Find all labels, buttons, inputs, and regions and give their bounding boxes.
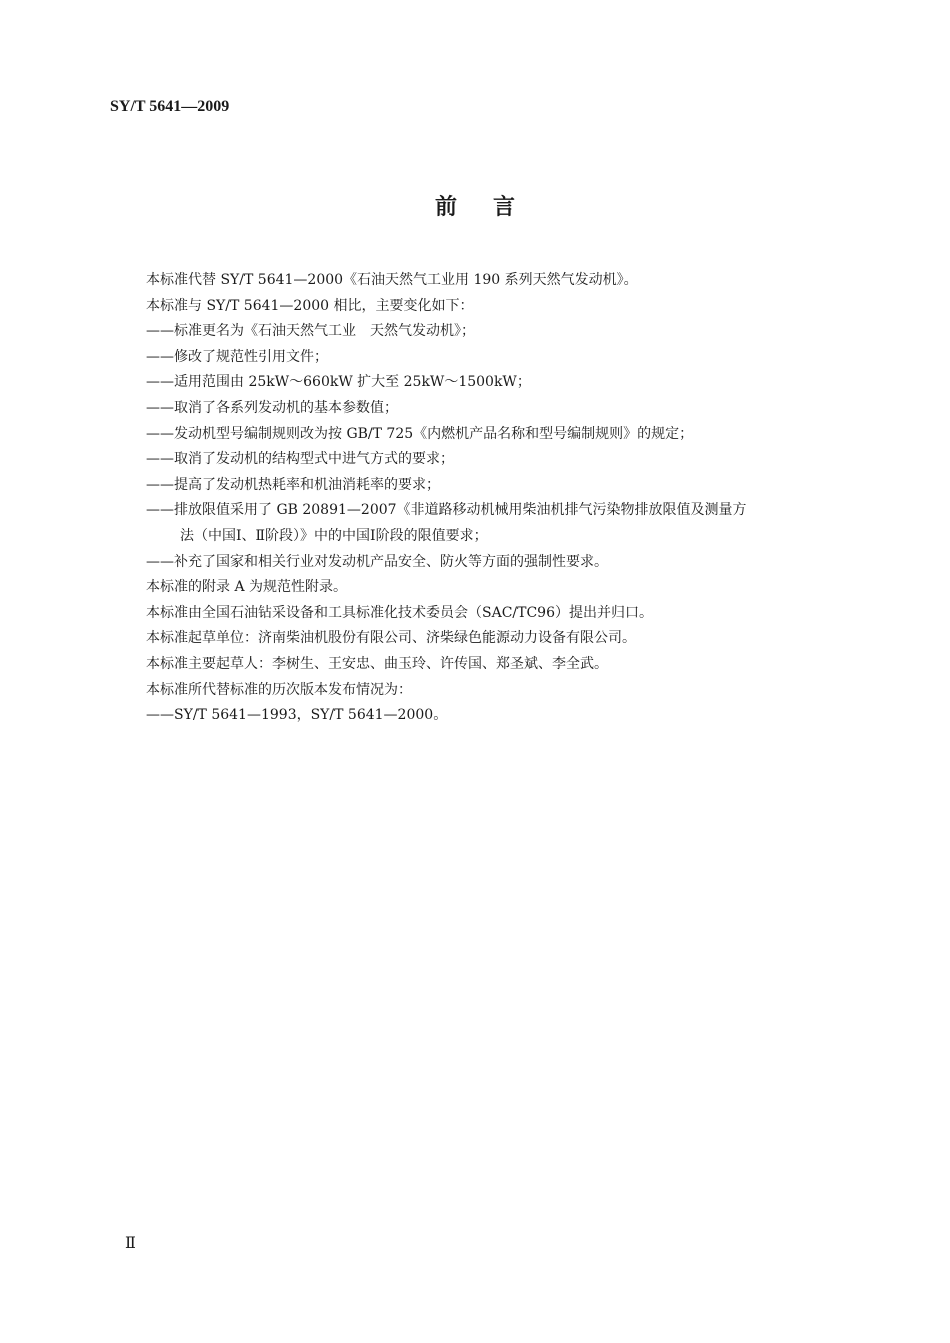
list-item: ——取消了发动机的结构型式中进气方式的要求；: [146, 451, 454, 468]
page-number: Ⅱ: [125, 1235, 136, 1252]
list-item: ——适用范围由 25kW～660kW 扩大至 25kW～1500kW；: [146, 374, 531, 391]
paragraph-replaces: 本标准代替 SY/T 5641—2000《石油天然气工业用 190 系列天然气发动机》。: [146, 272, 638, 288]
foreword-body: [146, 268, 866, 729]
standard-number: SY/T 5641—2009: [110, 98, 230, 115]
page-title: 前言: [434, 195, 551, 220]
list-item-continuation: 法（中国Ⅰ、Ⅱ阶段）》中的中国Ⅰ阶段的限值要求；: [180, 527, 488, 544]
list-item: ——标准更名为《石油天然气工业 天然气发动机》；: [146, 323, 475, 340]
paragraph-proposer: 本标准由全国石油钻采设备和工具标准化技术委员会（SAC/TC96）提出并归口。: [146, 604, 653, 621]
list-item: ——补充了国家和相关行业对发动机产品安全、防火等方面的强制性要求。: [146, 553, 608, 570]
list-item: ——取消了各系列发动机的基本参数值；: [146, 399, 398, 416]
paragraph-changes-intro: 本标准与 SY/T 5641—2000 相比，主要变化如下：: [146, 297, 474, 314]
paragraph-history-intro: 本标准所代替标准的历次版本发布情况为：: [146, 681, 412, 698]
list-item: ——排放限值采用了 GB 20891—2007《非道路移动机械用柴油机排气污染物排放限值及测量方: [146, 502, 747, 519]
list-item: ——发动机型号编制规则改为按 GB/T 725《内燃机产品名称和型号编制规则》的规定；: [146, 425, 694, 442]
paragraph-drafters: 本标准主要起草人：李树生、王安忠、曲玉玲、许传国、郑圣斌、李全武。: [146, 655, 608, 672]
paragraph-appendix: 本标准的附录 A 为规范性附录。: [146, 579, 348, 596]
list-item: ——SY/T 5641—1993，SY/T 5641—2000。: [146, 707, 448, 724]
list-item: ——修改了规范性引用文件；: [146, 348, 328, 365]
list-item: ——提高了发动机热耗率和机油消耗率的要求；: [146, 476, 440, 493]
paragraph-drafting-units: 本标准起草单位：济南柴油机股份有限公司、济柴绿色能源动力设备有限公司。: [146, 630, 636, 647]
